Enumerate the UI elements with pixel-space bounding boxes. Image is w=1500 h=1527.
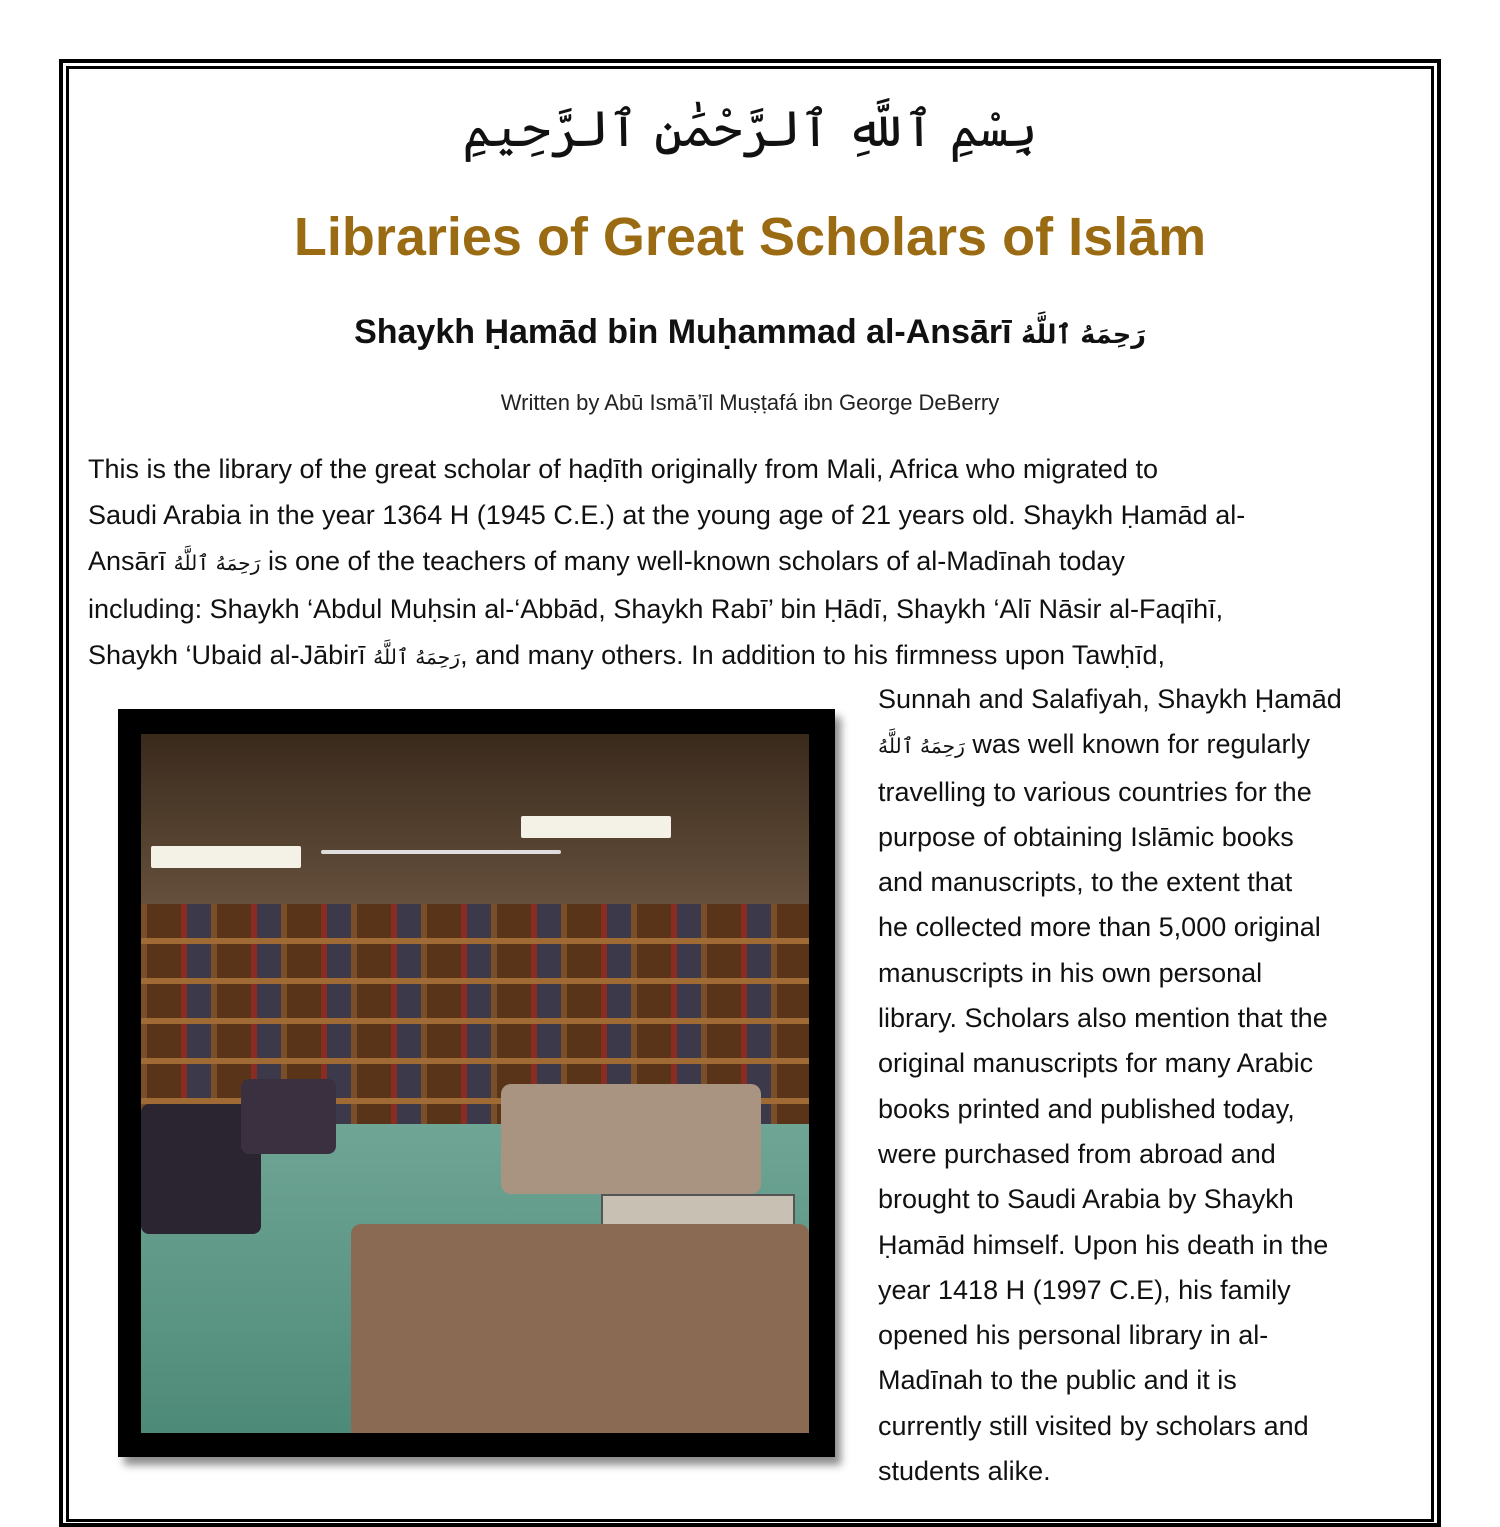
- text-line: [88, 632, 1245, 680]
- document-subtitle: [0, 313, 1500, 352]
- honorific-calligraphy: رَحِمَهُ ٱللَّهُ: [173, 551, 261, 575]
- text-line: and manuscripts, to the extent that: [878, 867, 1293, 898]
- honorific-calligraphy: رَحِمَهُ ٱللَّهُ: [373, 645, 461, 669]
- honorific-calligraphy: رَحِمَهُ ٱللَّهُ: [878, 734, 965, 759]
- text-line: year 1418 H (1997 C.E), his family: [878, 1274, 1291, 1305]
- photo-sofa: [351, 1224, 809, 1433]
- text-line: [878, 722, 1342, 769]
- text-line: Madīnah to the public and it is: [878, 1365, 1237, 1396]
- text-line: Saudi Arabia in the year 1364 H (1945 C.E.) at the young age of 21 years old. Shaykh Ḥamād al-: [88, 500, 1246, 530]
- photo-ceiling-light: [521, 816, 671, 838]
- text-line: currently still visited by scholars and: [878, 1410, 1309, 1441]
- text-line: books printed and published today,: [878, 1093, 1295, 1124]
- library-photo-frame: [118, 709, 835, 1457]
- photo-ceiling: [141, 734, 809, 924]
- library-photo: [141, 734, 809, 1433]
- photo-ceiling-fan: [321, 850, 561, 854]
- text-span: was well known for regularly: [964, 729, 1311, 760]
- author-byline: Written by Abū Ismā’īl Muṣṭafá ibn George DeBerry: [500, 390, 1000, 415]
- text-line: brought to Saudi Arabia by Shaykh: [878, 1184, 1294, 1215]
- text-line: travelling to various countries for the: [878, 776, 1312, 807]
- intro-paragraph: [88, 446, 1245, 680]
- text-line: Sunnah and Salafiyah, Shaykh Ḥamād: [878, 684, 1342, 714]
- text-line: manuscripts in his own personal: [878, 957, 1263, 988]
- side-paragraph: [878, 677, 1342, 1494]
- text-line: [88, 538, 1245, 586]
- photo-ceiling-light: [151, 846, 301, 868]
- text-line: library. Scholars also mention that the: [878, 1003, 1328, 1034]
- text-span: is one of the teachers of many well-known scholars of al-Madīnah today: [260, 546, 1125, 576]
- text-span: Ansārī: [88, 546, 167, 576]
- text-line: he collected more than 5,000 original: [878, 912, 1321, 943]
- subtitle-text: Shaykh Ḥamād bin Muḥammad al-Ansārī: [354, 313, 1012, 351]
- text-line: including: Shaykh ‘Abdul Muḥsin al-‘Abbād, Shaykh Rabī’ bin Ḥādī, Shaykh ‘Alī Nāsir al-Faqīhī,: [88, 594, 1224, 624]
- text-line: original manuscripts for many Arabic: [878, 1048, 1314, 1079]
- basmala-calligraphy: بِسْمِ ٱللَّهِ ٱلرَّحْمَٰنِ ٱلرَّحِيمِ: [462, 100, 1038, 158]
- photo-armchair: [501, 1084, 761, 1194]
- photo-chair: [241, 1079, 336, 1154]
- text-line: purpose of obtaining Islāmic books: [878, 821, 1294, 852]
- text-line: were purchased from abroad and: [878, 1138, 1276, 1169]
- text-line: This is the library of the great scholar of haḍīth originally from Mali, Africa who migrated to: [88, 454, 1158, 484]
- text-line: students alike.: [878, 1456, 1051, 1487]
- document-title: Libraries of Great Scholars of Islām: [293, 207, 1207, 267]
- text-line: Ḥamād himself. Upon his death in the: [878, 1229, 1329, 1260]
- text-span: Shaykh ‘Ubaid al-Jābirī: [88, 640, 366, 670]
- honorific-calligraphy: رَحِمَهُ ٱللَّهُ: [1021, 320, 1146, 350]
- text-span: , and many others. In addition to his firmness upon Tawḥīd,: [460, 640, 1165, 670]
- text-line: opened his personal library in al-: [878, 1320, 1269, 1351]
